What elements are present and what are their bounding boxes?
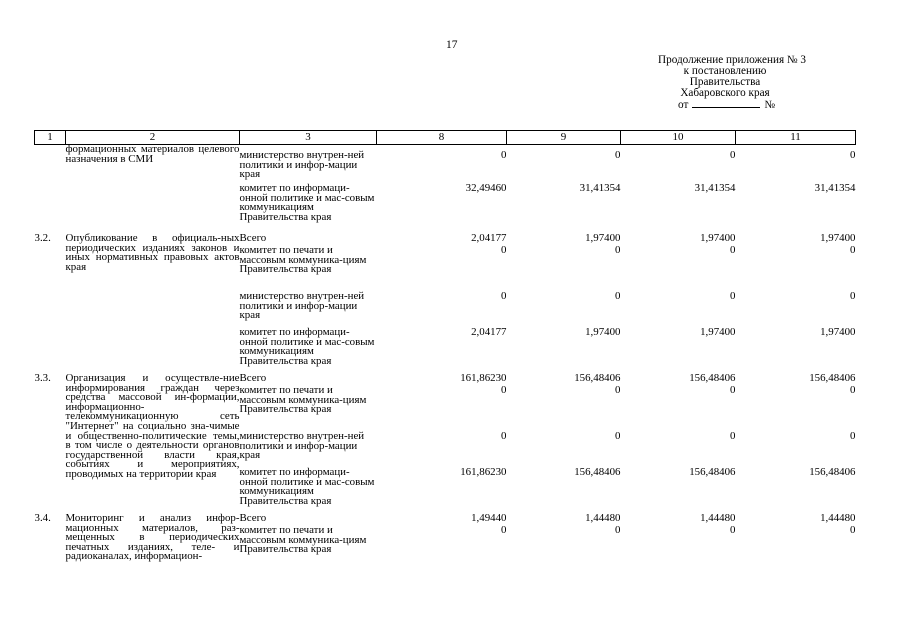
value-v10: 0 (730, 290, 736, 302)
header-line-3: Правительства (689, 76, 761, 88)
value-v9: 156,48406 (574, 466, 621, 478)
activity-name: формационных материалов целевого назначения в СМИ (65, 143, 240, 165)
value-v9: 0 (615, 430, 621, 442)
header-line-2: к постановлению (683, 65, 767, 77)
value-v11: 0 (850, 244, 856, 256)
executor-name: комитет по информаци-онной политике и мас-совым коммуникациям Правительства края (239, 326, 375, 367)
value-v10: 1,97400 (700, 326, 736, 338)
value-v9: 0 (615, 524, 621, 536)
column-header: 11 (736, 131, 856, 145)
value-v10: 0 (730, 430, 736, 442)
column-header: 9 (507, 131, 621, 145)
value-v10: 156,48406 (689, 372, 736, 384)
item-number: 3.3. (34, 372, 51, 384)
item-number: 3.4. (34, 512, 51, 524)
value-v11: 1,97400 (820, 326, 856, 338)
item-number (35, 145, 66, 235)
value-v11: 0 (850, 149, 856, 161)
value-v11: 1,44480 (820, 512, 856, 524)
executor-name: министерство внутрен-ней политики и инфор-мации края (239, 290, 365, 322)
header-line-4: Хабаровского края (680, 87, 770, 99)
value-v10: 31,41354 (694, 182, 736, 194)
value-v9: 1,44480 (585, 512, 621, 524)
table-row (35, 145, 856, 185)
value-v8: 32,49460 (465, 182, 507, 194)
column-header: 2 (66, 131, 240, 145)
funding-table (34, 130, 856, 566)
executor-name: комитет по печати и массовым коммуника-циям Правительства края (239, 524, 367, 556)
value-v11: 0 (850, 384, 856, 396)
item-number: 3.2. (34, 232, 51, 244)
value-v10: 1,97400 (700, 232, 736, 244)
value-v8: 161,86230 (460, 372, 507, 384)
value-v8: 0 (501, 524, 507, 536)
column-header: 3 (240, 131, 377, 145)
value-v11: 1,97400 (820, 232, 856, 244)
value-v8: 0 (501, 384, 507, 396)
value-v10: 0 (730, 384, 736, 396)
value-v8: 161,86230 (460, 466, 507, 478)
value-v11: 31,41354 (814, 182, 856, 194)
column-header: 8 (377, 131, 507, 145)
value-v10: 0 (730, 524, 736, 536)
value-v9: 0 (615, 290, 621, 302)
executor-name: комитет по информаци-онной политике и мас-совым коммуникациям Правительства края (239, 182, 375, 223)
value-v8: 0 (501, 430, 507, 442)
value-v8: 2,04177 (471, 232, 507, 244)
activity-name: Организация и осуществле-ние информирования граждан через средства массовой ин-формации, информационно-телекоммуникационную сеть "Интернет" на социально зна-чимые и общественно-политические темы, в том числе о деятельности органов государственной власти края, событиях и мероприятиях, проводимых на территории края (65, 372, 240, 480)
executor-name: Всего (239, 232, 267, 244)
value-v11: 0 (850, 430, 856, 442)
column-header: 1 (35, 131, 66, 145)
table-body (35, 145, 856, 567)
date-blank (692, 99, 760, 108)
number-prefix: № (764, 99, 776, 111)
value-v9: 156,48406 (574, 372, 621, 384)
value-v10: 0 (730, 244, 736, 256)
executor-name: министерство внутрен-ней политики и инфор-мации края (239, 430, 365, 462)
executor-name: комитет по информаци-онной политике и мас-совым коммуникациям Правительства края (239, 466, 375, 507)
value-v11: 0 (850, 290, 856, 302)
value-v10: 1,44480 (700, 512, 736, 524)
value-v11: 156,48406 (809, 372, 856, 384)
activity-name: Мониторинг и анализ инфор-мационных материалов, раз-мещенных в периодических печатных изданиях, теле- и радиоканалах, информацион- (65, 512, 240, 563)
value-v11: 156,48406 (809, 466, 856, 478)
column-header: 10 (621, 131, 736, 145)
executor-name: министерство внутрен-ней политики и инфор-мации края (239, 149, 365, 181)
value-v8: 0 (501, 149, 507, 161)
executor-name: комитет по печати и массовым коммуника-циям Правительства края (239, 384, 367, 416)
value-v9: 0 (615, 384, 621, 396)
value-v9: 0 (615, 244, 621, 256)
value-v9: 31,41354 (579, 182, 621, 194)
header-line-1: Продолжение приложения № 3 (658, 54, 806, 66)
executor-name: Всего (239, 372, 267, 384)
value-v8: 2,04177 (471, 326, 507, 338)
executor-name: комитет по печати и массовым коммуника-циям Правительства края (239, 244, 367, 276)
value-v10: 156,48406 (689, 466, 736, 478)
value-v9: 1,97400 (585, 232, 621, 244)
date-prefix: от (678, 99, 689, 111)
value-v10: 0 (730, 149, 736, 161)
page-number: 17 (446, 39, 458, 51)
value-v9: 1,97400 (585, 326, 621, 338)
activity-name: Опубликование в официаль-ных периодических изданиях законов и иных нормативных правовых актов края (65, 232, 240, 273)
appendix-header (620, 55, 830, 111)
value-v8: 0 (501, 244, 507, 256)
header-date-line (620, 99, 830, 111)
executor-name: Всего (239, 512, 267, 524)
value-v11: 0 (850, 524, 856, 536)
value-v8: 1,49440 (471, 512, 507, 524)
value-v8: 0 (501, 290, 507, 302)
value-v9: 0 (615, 149, 621, 161)
